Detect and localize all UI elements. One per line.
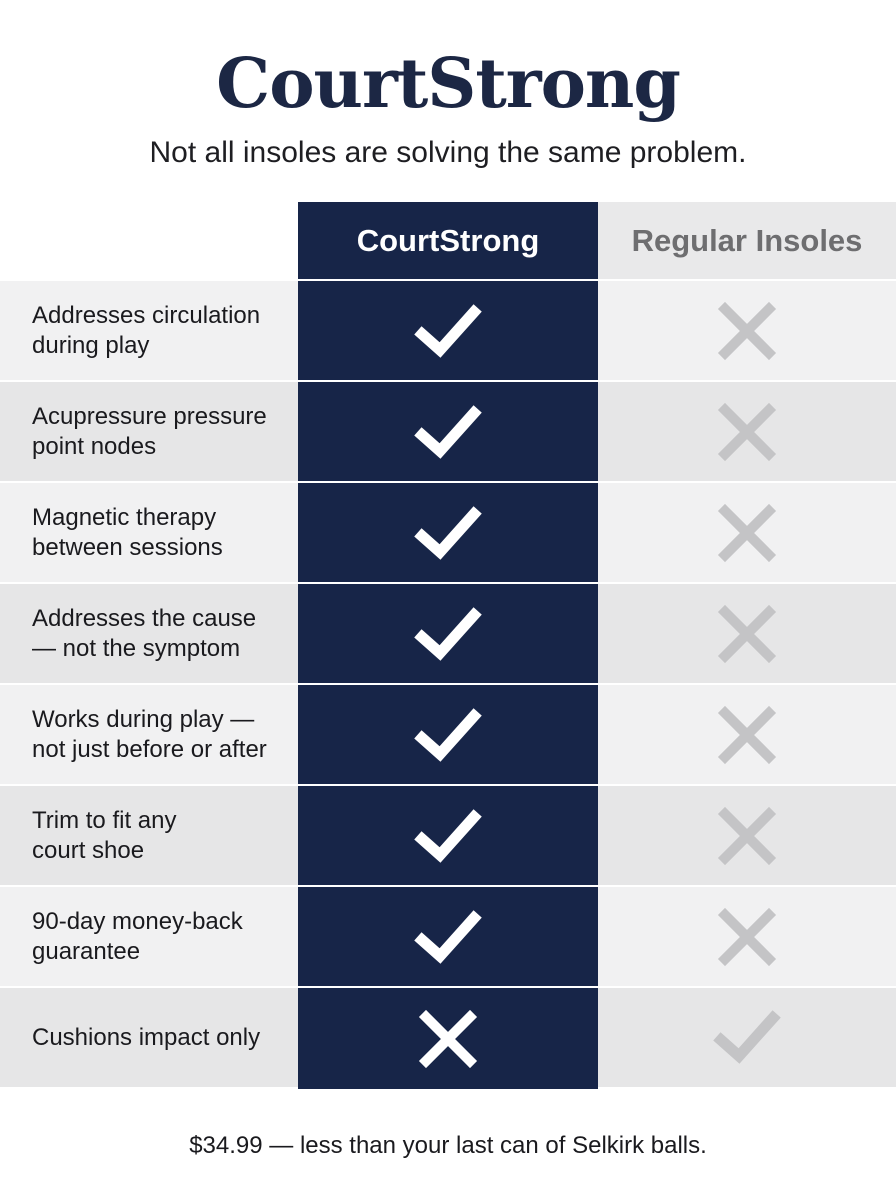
feature-label: Addresses circulation during play <box>32 301 261 359</box>
regular-insoles-cell <box>598 584 896 683</box>
courtstrong-cell <box>298 279 598 382</box>
x-icon <box>711 699 783 771</box>
brand-title: CourtStrong <box>216 44 680 124</box>
x-icon <box>711 800 783 872</box>
table-body <box>0 279 896 1087</box>
subtitle: Not all insoles are solving the same problem. <box>149 136 747 169</box>
feature-label: Trim to fit any court shoe <box>32 806 177 864</box>
table-header <box>0 202 896 279</box>
feature-label: Works during play — not just before or after <box>32 705 267 763</box>
check-icon <box>711 1002 783 1074</box>
regular-insoles-cell <box>598 483 896 582</box>
table-row <box>0 279 896 380</box>
regular-insoles-cell <box>598 382 896 481</box>
column-header-courtstrong: CourtStrong <box>298 202 598 279</box>
comparison-table <box>0 202 896 1087</box>
regular-insoles-cell <box>598 786 896 885</box>
feature-label: Magnetic therapy between sessions <box>32 503 223 561</box>
courtstrong-cell <box>298 885 598 988</box>
courtstrong-cell <box>298 986 598 1089</box>
regular-insoles-cell <box>598 685 896 784</box>
check-icon <box>412 397 484 469</box>
feature-label: 90-day money-back guarantee <box>32 907 243 965</box>
feature-label: Acupressure pressure point nodes <box>32 402 267 460</box>
table-row <box>0 986 896 1087</box>
table-row <box>0 582 896 683</box>
regular-insoles-cell <box>598 887 896 986</box>
courtstrong-cell <box>298 481 598 584</box>
table-row <box>0 885 896 986</box>
regular-insoles-cell <box>598 988 896 1087</box>
feature-label: Addresses the cause — not the symptom <box>32 604 257 662</box>
table-row <box>0 683 896 784</box>
x-icon <box>711 295 783 367</box>
x-icon <box>711 396 783 468</box>
courtstrong-cell <box>298 582 598 685</box>
check-icon <box>412 700 484 772</box>
x-icon <box>711 598 783 670</box>
x-icon <box>711 497 783 569</box>
feature-label: Cushions impact only <box>32 1023 261 1051</box>
x-icon <box>412 1003 484 1075</box>
table-row <box>0 481 896 582</box>
check-icon <box>412 498 484 570</box>
check-icon <box>412 801 484 873</box>
check-icon <box>412 296 484 368</box>
x-icon <box>711 901 783 973</box>
table-row <box>0 784 896 885</box>
courtstrong-cell <box>298 380 598 483</box>
table-row <box>0 380 896 481</box>
regular-insoles-cell <box>598 281 896 380</box>
check-icon <box>412 599 484 671</box>
check-icon <box>412 902 484 974</box>
courtstrong-cell <box>298 683 598 786</box>
courtstrong-cell <box>298 784 598 887</box>
column-header-regular-insoles: Regular Insoles <box>598 202 896 279</box>
price-footer: $34.99 — less than your last can of Selkirk balls. <box>189 1132 707 1159</box>
